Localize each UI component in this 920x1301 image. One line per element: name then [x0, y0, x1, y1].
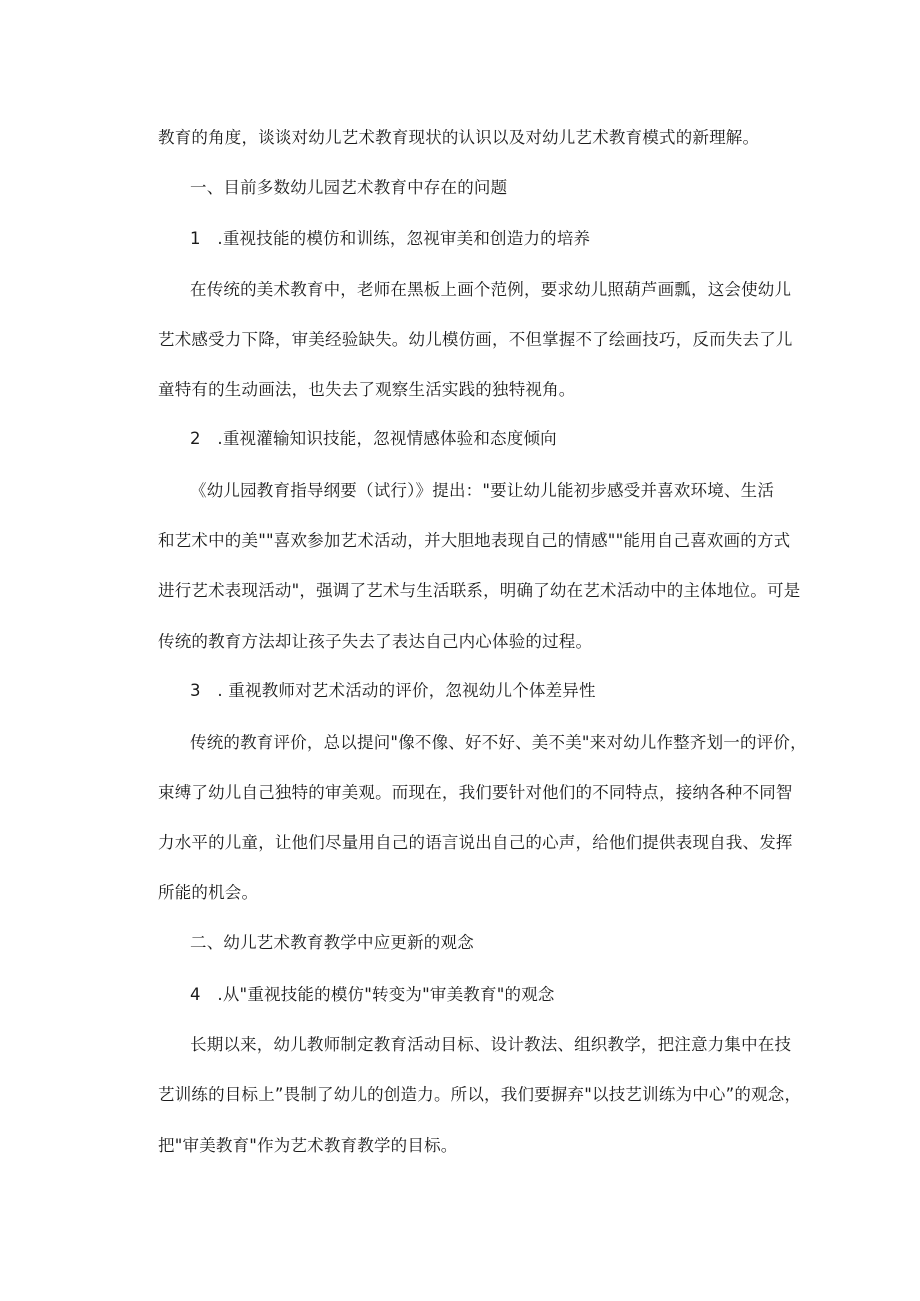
subheading-2: 2 .重视灌输知识技能，忽视情感体验和态度倾向: [190, 429, 557, 448]
subheading-3: 3 . 重视教师对艺术活动的评价，忽视幼儿个体差异性: [190, 681, 596, 700]
paragraph-line: 艺术感受力下降，审美经验缺失。幼儿模仿画，不但掌握不了绘画技巧，反而失去了儿: [158, 330, 793, 349]
paragraph-line: 《幼儿园教育指导纲要（试行）》提出："要让幼儿能初步感受并喜欢环境、生活: [190, 481, 775, 500]
subheading-4: 4 .从"重视技能的模仿"转变为"审美教育"的观念: [190, 985, 555, 1004]
section-heading-2: 二、幼儿艺术教育教学中应更新的观念: [190, 933, 474, 952]
paragraph-line: 教育的角度，谈谈对幼儿艺术教育现状的认识以及对幼儿艺术教育模式的新理解。: [158, 128, 760, 147]
paragraph-line: 和艺术中的美""喜欢参加艺术活动，并大胆地表现自己的情感""能用自己喜欢画的方式: [158, 531, 791, 550]
paragraph-line: 童特有的生动画法，也失去了观察生活实践的独特视角。: [158, 380, 576, 399]
paragraph-line: 艺训练的目标上”畏制了幼儿的创造力。所以，我们要摒弃"以技艺训练为中心”的观念，: [158, 1085, 802, 1104]
paragraph-line: 在传统的美术教育中，老师在黑板上画个范例，要求幼儿照葫芦画瓢，这会使幼儿: [190, 280, 792, 299]
subheading-1: 1 .重视技能的模仿和训练，忽视审美和创造力的培养: [190, 229, 591, 248]
paragraph-line: 力水平的儿童，让他们尽量用自己的语言说出自己的心声，给他们提供表现自我、发挥: [158, 833, 793, 852]
paragraph-line: 束缚了幼儿自己独特的审美观。而现在，我们要针对他们的不同特点，接纳各种不同智: [158, 783, 793, 802]
paragraph-line: 所能的机会。: [158, 883, 259, 902]
paragraph-line: 传统的教育评价，总以提问"像不像、好不好、美不美"来对幼儿作整齐划一的评价，: [190, 733, 807, 752]
paragraph-line: 进行艺术表现活动"，强调了艺术与生活联系，明确了幼在艺术活动中的主体地位。可是: [158, 581, 801, 600]
paragraph-line: 把"审美教育"作为艺术教育教学的目标。: [158, 1136, 458, 1155]
section-heading-1: 一、目前多数幼儿园艺术教育中存在的问题: [190, 178, 508, 197]
paragraph-line: 长期以来，幼儿教师制定教育活动目标、设计教法、组织教学，把注意力集中在技: [190, 1035, 792, 1054]
paragraph-line: 传统的教育方法却让孩子失去了表达自己内心体验的过程。: [158, 632, 593, 651]
